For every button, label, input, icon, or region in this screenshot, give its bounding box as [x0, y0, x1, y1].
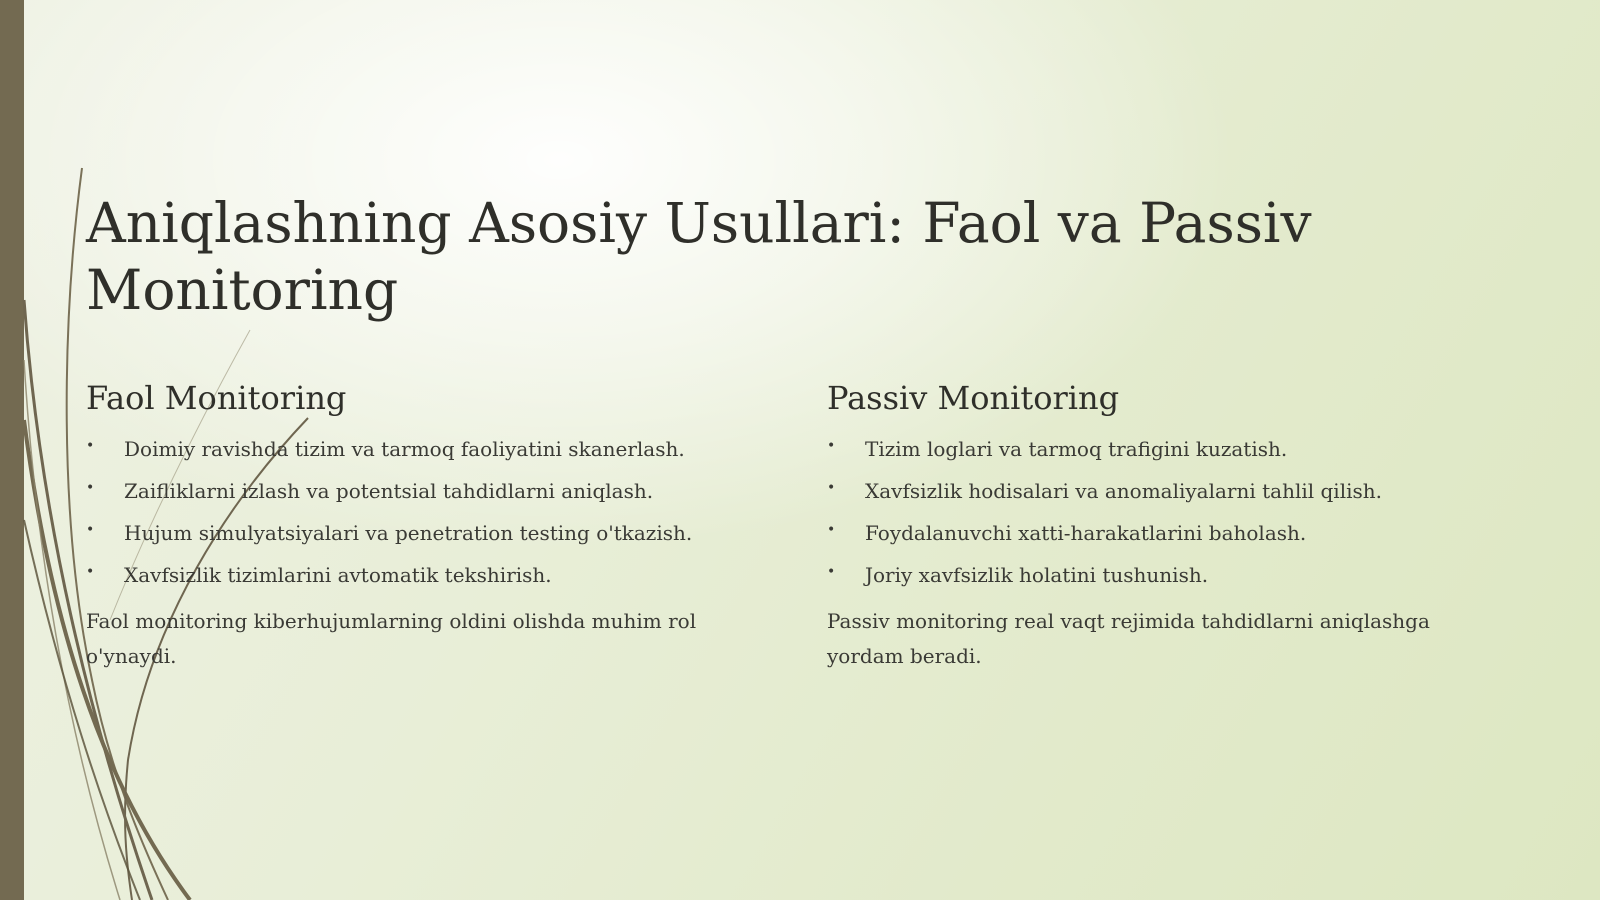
bullet-icon: •	[827, 480, 836, 496]
bullet-icon: •	[827, 564, 836, 580]
list-item	[827, 436, 1507, 462]
list-item-text: Foydalanuvchi xatti-harakatlarini baholash.	[865, 521, 1307, 545]
slide-title: Aniqlashning Asosiy Usullari: Faol va Passiv Monitoring	[86, 191, 1312, 322]
bullet-icon: •	[86, 438, 95, 454]
list-item	[827, 520, 1507, 546]
column-summary: Faol monitoring kiberhujumlarning oldini olishda muhim rol o'ynaydi.	[86, 609, 697, 668]
column-summary: Passiv monitoring real vaqt rejimida tahdidlarni aniqlashga yordam beradi.	[827, 609, 1430, 668]
column-heading: Passiv Monitoring	[827, 379, 1120, 417]
bullet-icon: •	[86, 522, 95, 538]
list-item-text: Hujum simulyatsiyalari va penetration testing o'tkazish.	[124, 521, 693, 545]
bullet-list	[86, 436, 766, 588]
list-item-text: Joriy xavfsizlik holatini tushunish.	[865, 563, 1209, 587]
bullet-icon: •	[86, 480, 95, 496]
bullet-icon: •	[86, 564, 95, 580]
list-item-text: Xavfsizlik tizimlarini avtomatik tekshirish.	[124, 563, 552, 587]
list-item	[86, 436, 766, 462]
list-item-text: Doimiy ravishda tizim va tarmoq faoliyatini skanerlash.	[124, 437, 685, 461]
bullet-list	[827, 436, 1507, 588]
list-item	[827, 478, 1507, 504]
list-item-text: Xavfsizlik hodisalari va anomaliyalarni tahlil qilish.	[865, 479, 1383, 503]
bullet-icon: •	[827, 522, 836, 538]
column-heading: Faol Monitoring	[86, 379, 347, 417]
list-item	[86, 562, 766, 588]
passiv-monitoring-column	[827, 378, 1507, 674]
faol-monitoring-column	[86, 378, 766, 674]
list-item	[86, 478, 766, 504]
list-item	[827, 562, 1507, 588]
bullet-icon: •	[827, 438, 836, 454]
side-accent-bar	[0, 0, 24, 900]
list-item-text: Tizim loglari va tarmoq trafigini kuzatish.	[865, 437, 1288, 461]
list-item-text: Zaifliklarni izlash va potentsial tahdidlarni aniqlash.	[124, 479, 654, 503]
list-item	[86, 520, 766, 546]
